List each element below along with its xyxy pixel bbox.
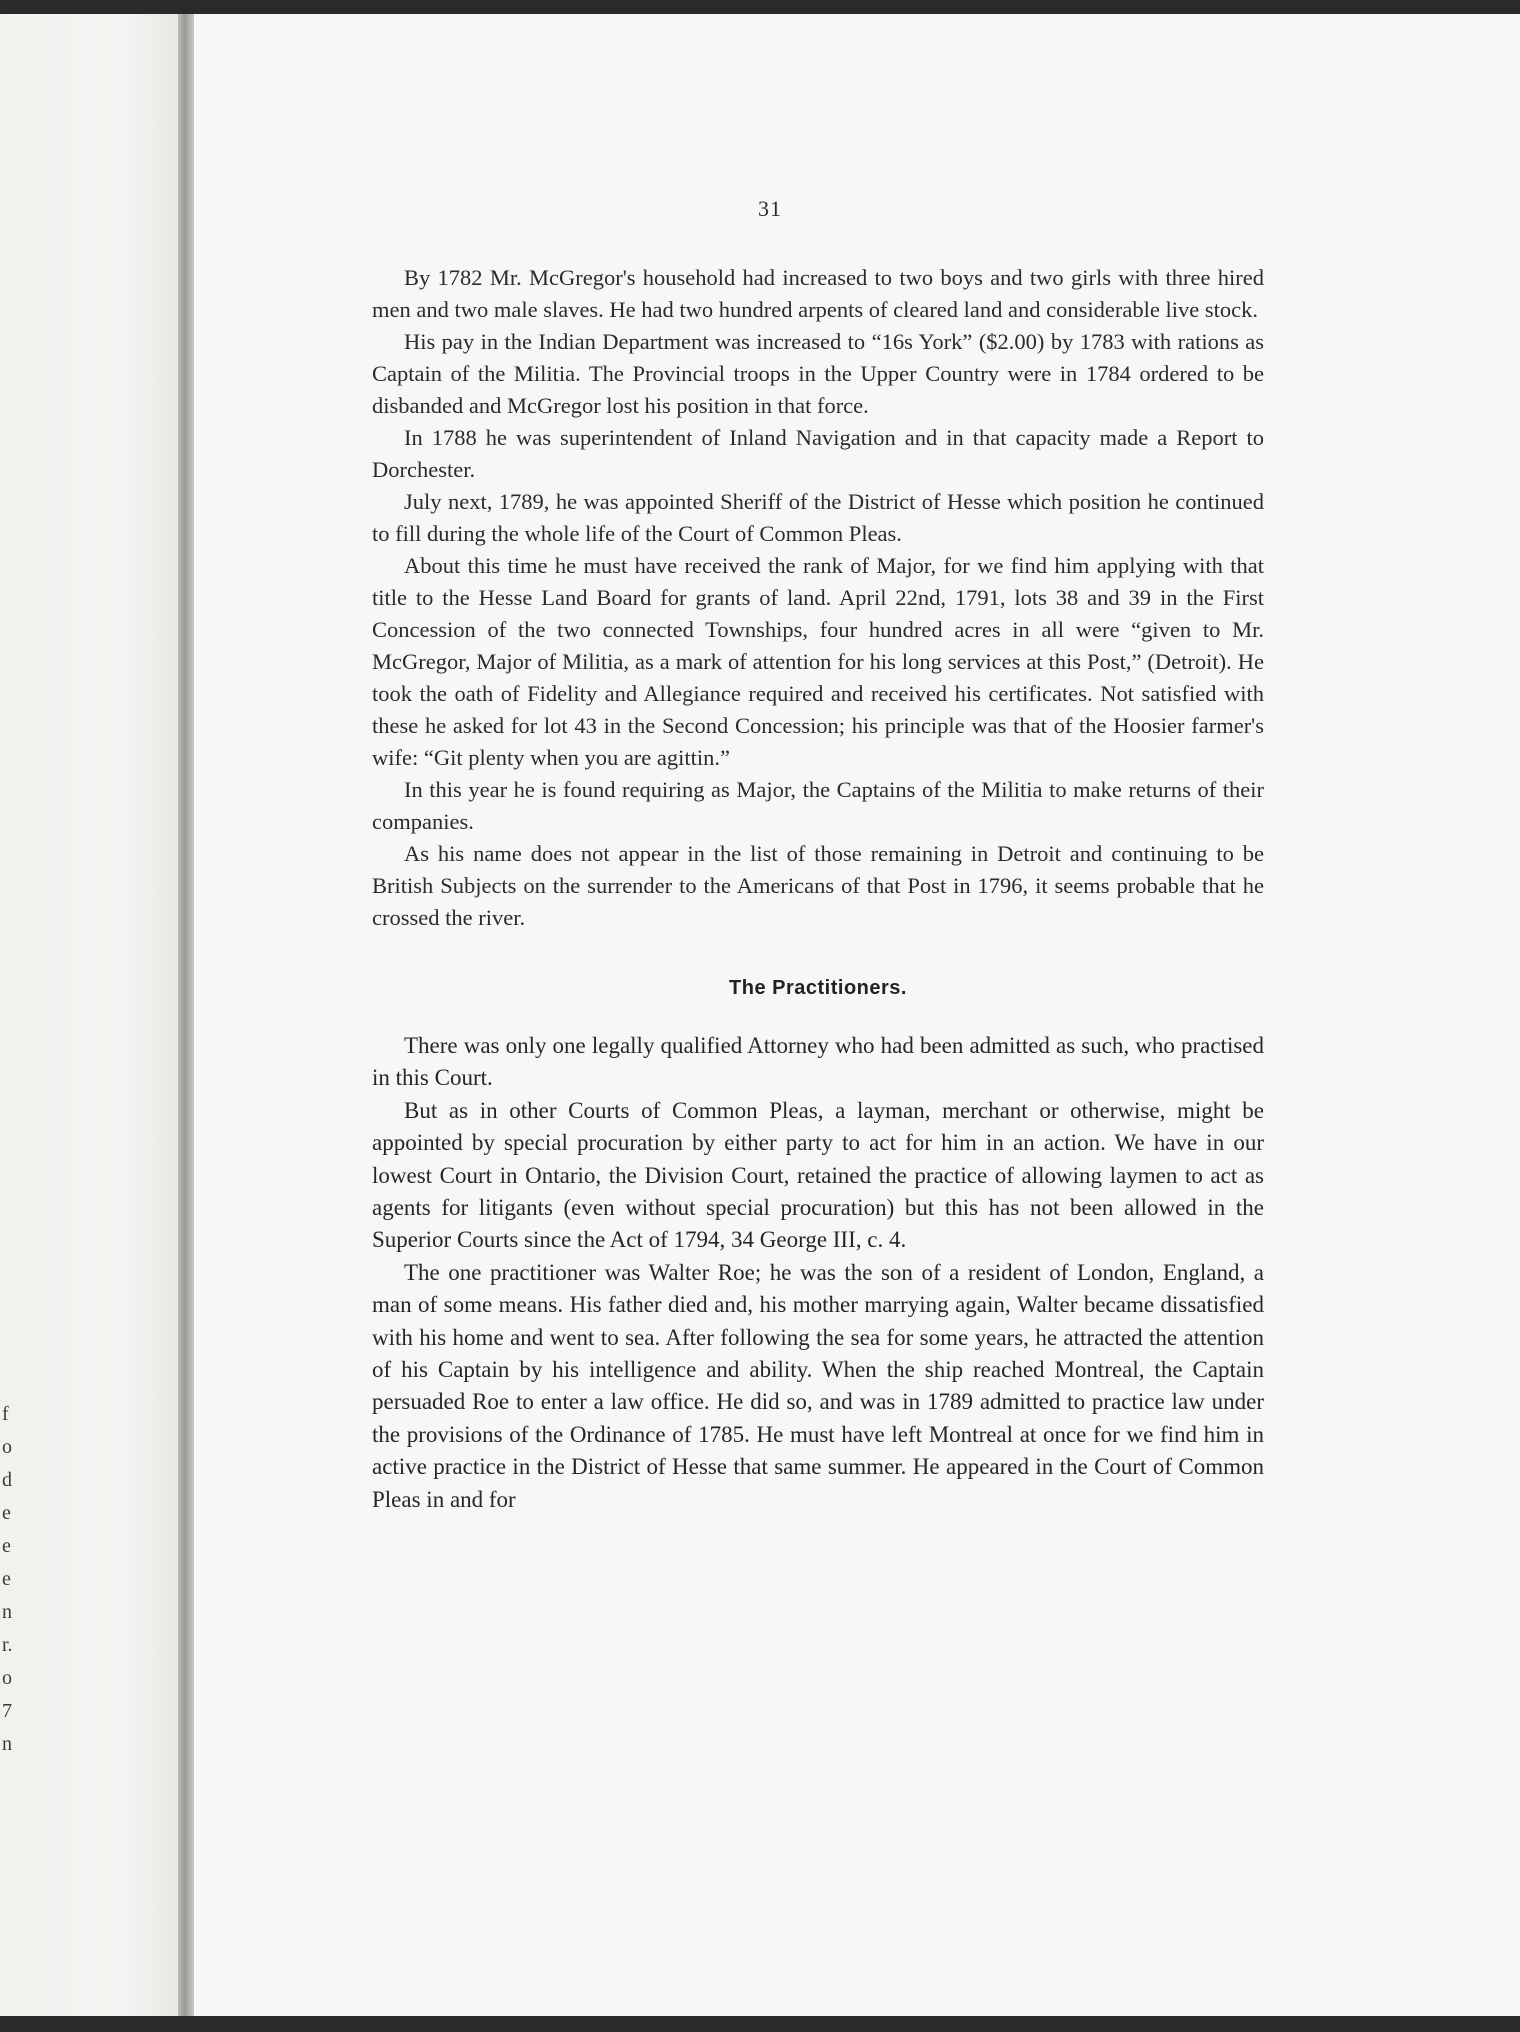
scan-top-edge	[0, 0, 1520, 14]
margin-char: 7	[2, 1700, 12, 1722]
paragraph: But as in other Courts of Common Pleas, a layman, merchant or otherwise, might be appointed by special procuration by either party to act for him in an action. We have in our lowest Court in Ontario, the Division Court, retained the practice of allowing laymen to act as agents for litigants (even without special procuration) but this has not been allowed in the Superior Courts since the Act of 1794, 34 George III, c. 4.	[372, 1097, 1264, 1253]
paragraph: July next, 1789, he was appointed Sheriff of the District of Hesse which position he continued to fill during the whole life of the Court of Common Pleas.	[372, 489, 1264, 546]
scan-bottom-edge	[0, 2016, 1520, 2032]
left-page-edge-text	[2, 1398, 22, 1761]
left-facing-page	[0, 14, 178, 2016]
section-heading: The Practitioners.	[729, 977, 907, 999]
paragraph: There was only one legally qualified Attorney who had been admitted as such, who practised in this Court.	[372, 1033, 1264, 1091]
paragraph: By 1782 Mr. McGregor's household had increased to two boys and two girls with three hired men and two male slaves. He had two hundred arpents of cleared land and considerable live stock.	[372, 265, 1264, 322]
page-number: 31	[758, 196, 782, 221]
margin-char: r.	[2, 1634, 13, 1656]
paragraph: As his name does not appear in the list of those remaining in Detroit and continuing to be British Subjects on the surrender to the Americans of that Post in 1796, it seems probable that he crossed the river.	[372, 841, 1264, 930]
margin-char: n	[2, 1601, 12, 1623]
margin-char: e	[2, 1535, 11, 1557]
margin-char: f	[2, 1403, 9, 1425]
margin-char: n	[2, 1733, 12, 1755]
section-body	[372, 1030, 1264, 1516]
book-gutter	[178, 14, 194, 2016]
margin-char: e	[2, 1568, 11, 1590]
margin-char: e	[2, 1502, 11, 1524]
margin-char: d	[2, 1469, 12, 1491]
paragraph: In this year he is found requiring as Major, the Captains of the Militia to make returns of their companies.	[372, 777, 1264, 834]
paragraph: About this time he must have received the rank of Major, for we find him applying with that title to the Hesse Land Board for grants of land. April 22nd, 1791, lots 38 and 39 in the First Concession of the two connected Townships, four hundred acres in all were “given to Mr. McGregor, Major of Militia, as a mark of attention for his long services at this Post,” (Detroit). He took the oath of Fidelity and Allegiance required and received his certificates. Not satisfied with these he asked for lot 43 in the Second Concession; his principle was that of the Hoosier farmer's wife: “Git plenty when you are agittin.”	[372, 553, 1264, 770]
paragraph: In 1788 he was superintendent of Inland Navigation and in that capacity made a Report to Dorchester.	[372, 425, 1264, 482]
margin-char: o	[2, 1667, 12, 1689]
paragraph: The one practitioner was Walter Roe; he was the son of a resident of London, England, a man of some means. His father died and, his mother marrying again, Walter became dissatisfied with his home and went to sea. After following the sea for some years, he attracted the attention of his Captain by his intelligence and ability. When the ship reached Montreal, the Captain persuaded Roe to enter a law office. He did so, and was in 1789 admitted to practice law under the provisions of the Ordinance of 1785. He must have left Montreal at once for we find him in active practice in the District of Hesse that same summer. He appeared in the Court of Common Pleas in and for	[372, 1259, 1264, 1512]
margin-char: o	[2, 1436, 12, 1458]
page-body	[372, 262, 1264, 1516]
paragraph: His pay in the Indian Department was increased to “16s York” ($2.00) by 1783 with rations as Captain of the Militia. The Provincial troops in the Upper Country were in 1784 ordered to be disbanded and McGregor lost his position in that force.	[372, 329, 1264, 418]
